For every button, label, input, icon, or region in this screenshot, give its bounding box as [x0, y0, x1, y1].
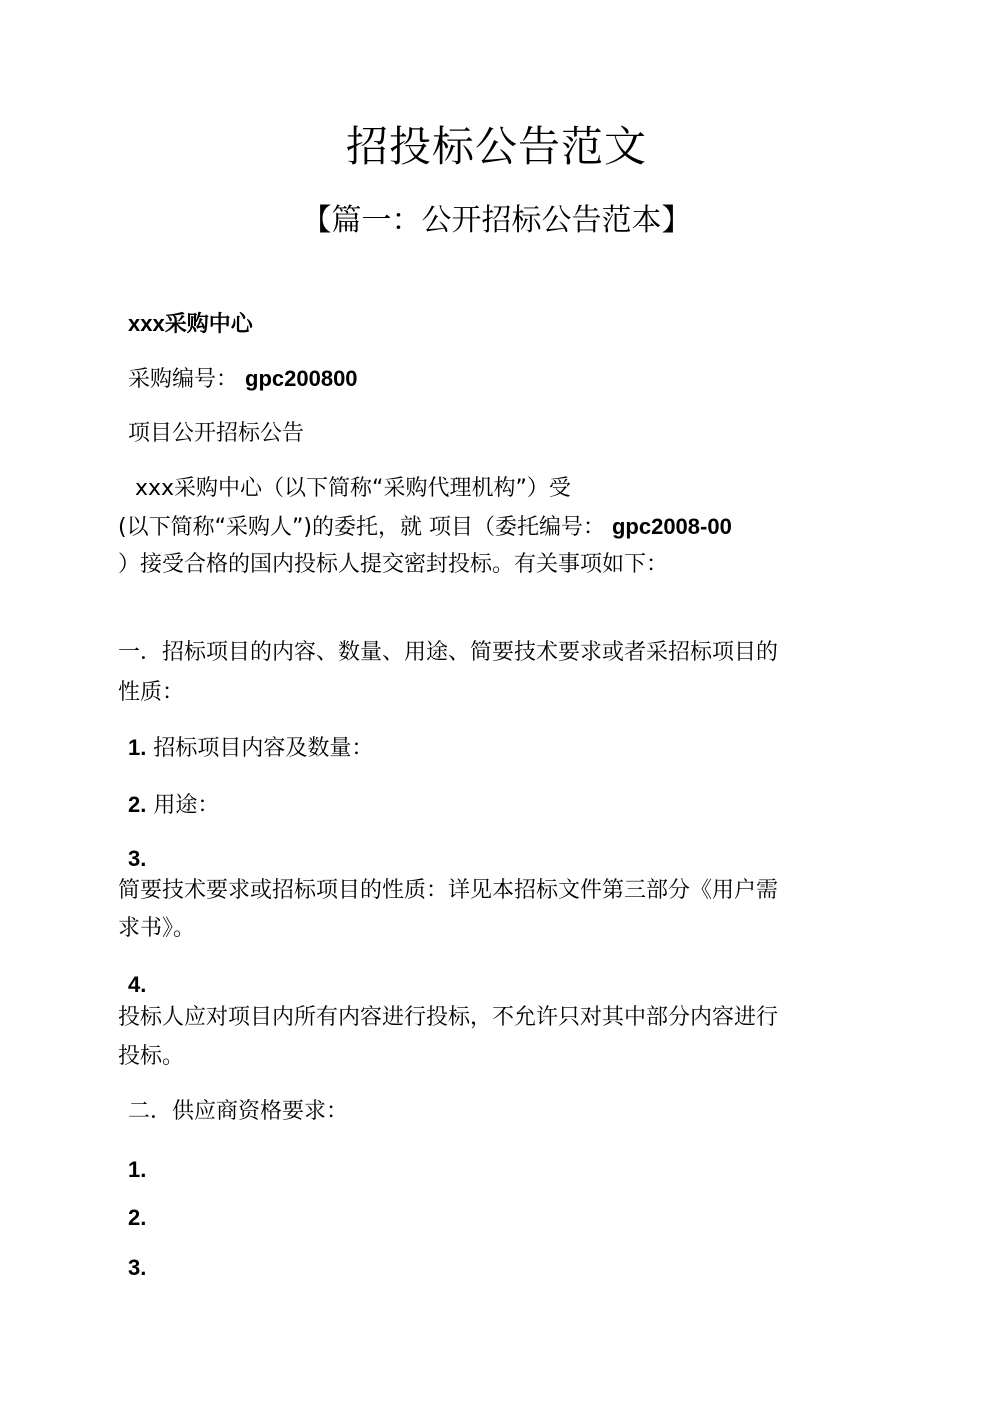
section-1-item-2	[128, 790, 219, 821]
section-1-item-1	[128, 733, 373, 764]
section-1-item-3-line-2: 求书》。	[118, 916, 196, 941]
item-number: 2.	[128, 792, 147, 817]
document-subtitle: 【篇一：公开招标公告范本】	[301, 203, 692, 238]
section-1-item-4-line-1: 投标人应对项目内所有内容进行投标，不允许只对其中部分内容进行	[118, 1005, 779, 1030]
section-1-item-4-number: 4.	[128, 972, 147, 997]
section-2-item-3: 3.	[128, 1255, 147, 1280]
section-1-heading: 一．招标项目的内容、数量、用途、简要技术要求或者采招标项目的	[118, 640, 779, 665]
purchase-number	[128, 364, 358, 395]
section-2-heading: 二．供应商资格要求：	[128, 1099, 349, 1124]
section-2-item-2: 2.	[128, 1205, 147, 1230]
intro-line-1: xxx采购中心（以下简称“采购代理机构”）受	[135, 476, 571, 501]
document-title: 招投标公告范文	[345, 122, 647, 171]
section-1-heading-cont: 性质：	[118, 680, 185, 705]
item-text: 招标项目内容及数量：	[153, 736, 374, 761]
purchase-number-label: 采购编号：	[128, 367, 239, 392]
item-number: 1.	[128, 735, 147, 760]
section-1-item-3-line-1: 简要技术要求或招标项目的性质：详见本招标文件第三部分《用户需	[118, 878, 779, 903]
purchase-number-value: gpc200800	[245, 366, 358, 391]
intro-line-2-text: (以下简称“采购人”)的委托，就 项目（委托编号：	[118, 515, 605, 540]
intro-line-2	[118, 512, 732, 543]
item-text: 用途：	[153, 793, 220, 818]
entrust-code: gpc2008-00	[611, 514, 732, 539]
center-name: xxx采购中心	[128, 311, 253, 336]
project-notice-heading: 项目公开招标公告	[128, 421, 305, 446]
intro-line-3: ）接受合格的国内投标人提交密封投标。有关事项如下：	[118, 552, 669, 577]
section-1-item-4-line-2: 投标。	[118, 1044, 185, 1069]
section-1-item-3-number: 3.	[128, 846, 147, 871]
section-2-item-1: 1.	[128, 1157, 147, 1182]
